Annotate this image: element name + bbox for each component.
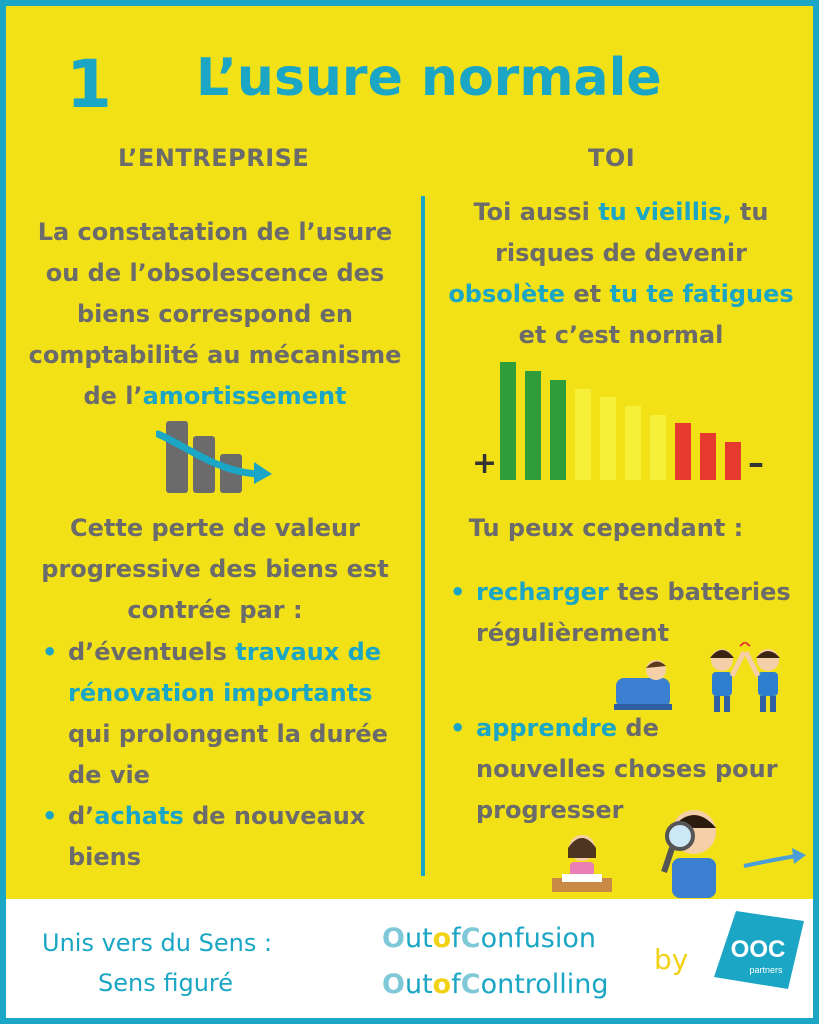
left-second-line: contrée par : — [127, 596, 303, 624]
left-intro-line: de l’amortissement — [83, 382, 347, 410]
energy-level-bars — [500, 362, 750, 480]
left-intro-line: ou de l’obsolescence des — [45, 259, 385, 287]
left-second-line: progressive des biens est — [41, 555, 389, 583]
right-intro-2: Tu peux cependant : — [468, 514, 744, 542]
energy-minus: – — [748, 444, 764, 482]
left-intro-line: comptabilité au mécanisme — [28, 341, 402, 369]
energy-bar — [600, 397, 616, 480]
footer — [6, 899, 813, 1024]
sleeping-child-icon — [612, 656, 674, 712]
by-label: by — [654, 943, 689, 976]
left-second-line: Cette perte de valeur — [70, 514, 360, 542]
energy-bar — [525, 371, 541, 480]
slogan-line-2: Sens figuré — [98, 969, 234, 997]
logo-text: OOC — [730, 936, 786, 963]
list-item: • d’éventuels travaux de rénovation importants qui prolongent la durée de vie — [42, 632, 422, 796]
list-item: • d’achats de nouveaux biens — [42, 796, 422, 878]
bullet-dot: • — [42, 638, 58, 666]
energy-bar — [575, 389, 591, 480]
icon-bar — [166, 421, 188, 493]
high-five-kids-icon — [698, 642, 794, 716]
logo-subtext: partners — [749, 965, 783, 975]
list-item: • recharger tes batteries régulièrement — [450, 572, 819, 654]
left-intro-line: biens correspond en — [76, 300, 353, 328]
list-item: • apprendre de nouvelles choses pour progresser — [450, 708, 819, 831]
section-number: 1 — [66, 46, 112, 123]
icon-arrow-head — [254, 462, 272, 484]
energy-bar — [700, 433, 716, 480]
right-intro: Toi aussi tu vieillis, tu risques de devenir obsolète et tu te fatigues et c’est normal — [448, 198, 794, 349]
right-heading: TOI — [588, 144, 636, 172]
arrow-right-icon — [742, 846, 808, 876]
boy-magnifier-icon — [654, 802, 730, 902]
highlight-amortissement: amortissement — [142, 382, 347, 410]
energy-bar — [650, 415, 666, 480]
energy-bar — [625, 406, 641, 480]
bullet-dot: • — [450, 714, 466, 742]
slogan-line-1: Unis vers du Sens : — [42, 929, 273, 957]
right-bullet-list-2 — [450, 708, 819, 831]
ooc-partners-logo — [714, 911, 804, 991]
page-title: L’usure normale — [196, 48, 662, 108]
left-intro — [12, 212, 418, 417]
left-intro-line: La constatation de l’usure — [37, 218, 393, 246]
brand-out-of-confusion: OutofConfusion — [382, 923, 597, 954]
brand-out-of-controlling: OutofControlling — [382, 969, 609, 1000]
energy-plus: + — [472, 446, 498, 481]
left-bullet-list — [42, 632, 422, 878]
left-heading: L’ENTREPRISE — [118, 144, 310, 172]
bullet-dot: • — [42, 802, 58, 830]
energy-bar — [550, 380, 566, 480]
bullet-dot: • — [450, 578, 466, 606]
declining-bars-arrow-icon — [156, 416, 276, 496]
energy-bar — [725, 442, 741, 480]
left-second-paragraph — [12, 508, 418, 631]
studying-girl-icon — [544, 828, 620, 898]
energy-bar — [500, 362, 516, 480]
energy-bar — [675, 423, 691, 480]
